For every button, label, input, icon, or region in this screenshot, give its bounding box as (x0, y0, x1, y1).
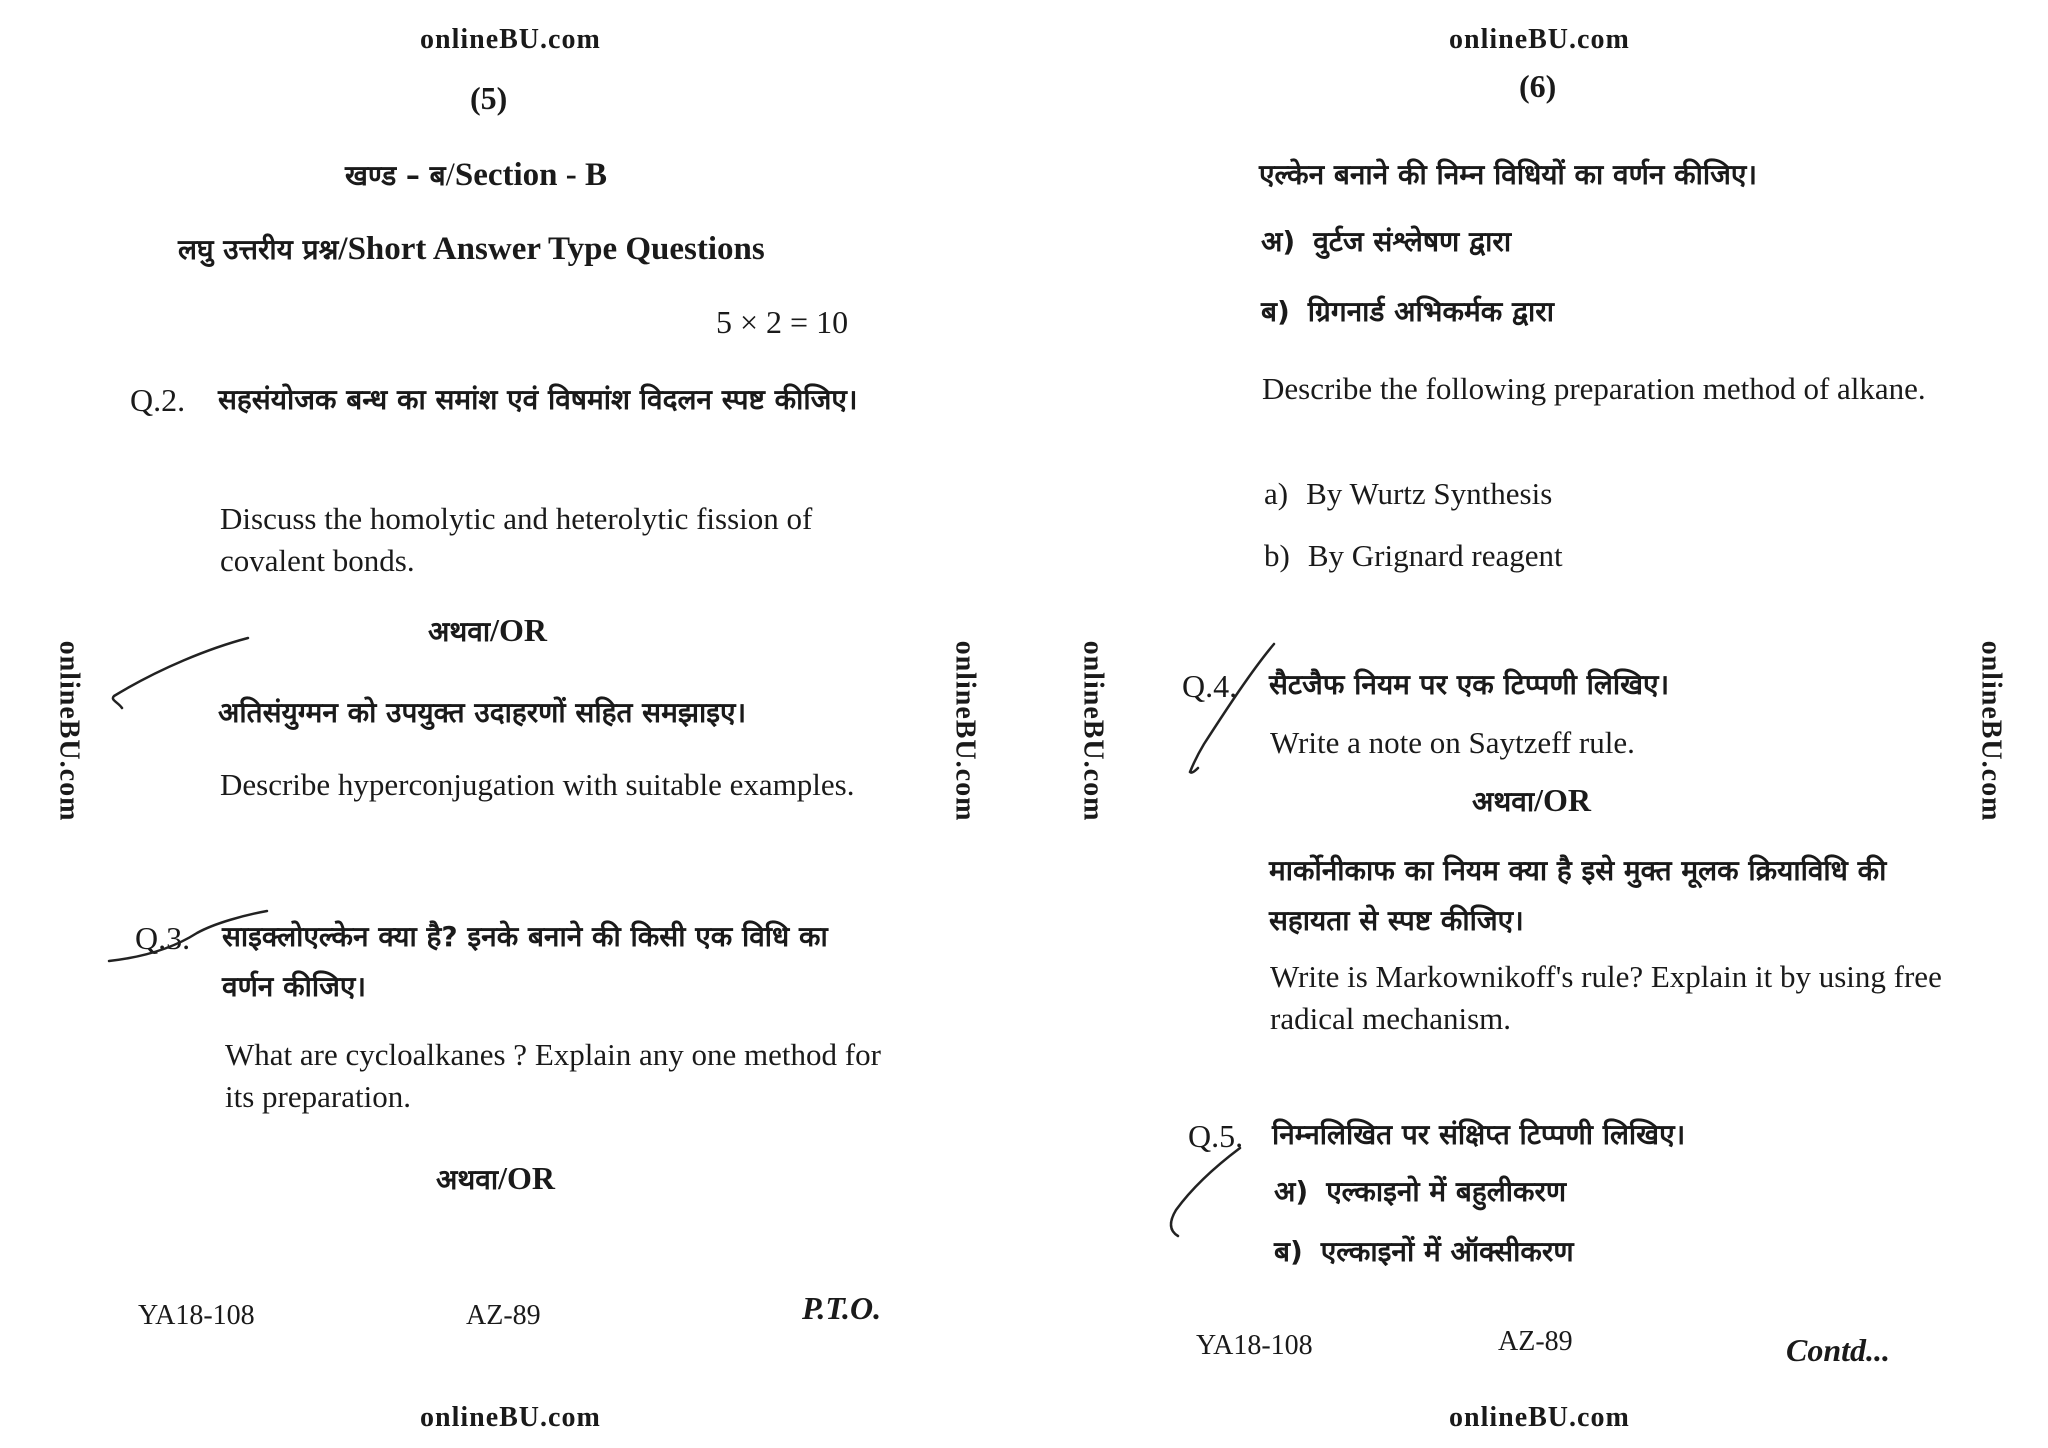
alternate-question-hindi: मार्कोनीकाफ का नियम क्या है इसे मुक्त मूलक क्रियाविधि की सहायता से स्पष्ट कीजिए। (1269, 854, 1887, 937)
pen-tick-mark (1144, 1140, 1254, 1250)
page-number: (5) (470, 80, 508, 116)
page-turn-note: P.T.O. (802, 1290, 882, 1326)
marks-scheme: 5 × 2 = 10 (716, 304, 849, 340)
question-type-hindi: लघु उत्तरीय प्रश्न (178, 233, 339, 266)
question-number: Q.5. (1188, 1118, 1244, 1154)
option-row: ब) एल्काइनों में ऑक्सीकरण (1274, 1235, 1574, 1268)
site-footer: onlineBU.com (1449, 1402, 1630, 1433)
intro-text-hindi: एल्केन बनाने की निम्न विधियों का वर्णन कीजिए। (1259, 158, 1758, 191)
side-watermark: onlineBU.com (1975, 640, 2007, 822)
alternate-question-hindi: अतिसंयुग्मन को उपयुक्त उदाहरणों सहित समझाइए। (218, 696, 747, 729)
alternate-question-english: Describe hyperconjugation with suitable examples. (220, 767, 855, 802)
section-title: खण्ड – ब/Section - B (345, 157, 608, 193)
alternate-question-english: Write is Markownikoff's rule? Explain it by using free radical mechanism. (1270, 959, 1942, 1036)
option-row: a) By Wurtz Synthesis (1264, 476, 1553, 511)
paper-code: YA18-108 (1196, 1330, 1313, 1361)
question-text-english: Discuss the homolytic and heterolytic fission of covalent bonds. (220, 501, 813, 578)
paper-id: AZ-89 (1498, 1326, 1573, 1357)
option-row: b) By Grignard reagent (1264, 538, 1563, 573)
paper-id: AZ-89 (466, 1300, 541, 1331)
page-number: (6) (1519, 68, 1557, 104)
section-title-hindi: खण्ड – ब (345, 159, 446, 192)
intro-text-english: Describe the following preparation method of alkane. (1262, 371, 1926, 406)
question-text-english: Write a note on Saytzeff rule. (1270, 725, 1635, 760)
question-type-title: लघु उत्तरीय प्रश्न/Short Answer Type Questions (178, 231, 765, 267)
pen-underline-mark (105, 905, 275, 975)
question-text-english: What are cycloalkanes ? Explain any one method for its preparation. (225, 1037, 881, 1114)
side-watermark: onlineBU.com (53, 640, 85, 822)
right-page (1024, 0, 2048, 1448)
option-row: ब) ग्रिगनार्ड अभिकर्मक द्वारा (1261, 295, 1555, 328)
side-watermark: onlineBU.com (1077, 640, 1109, 822)
question-text-hindi: सहसंयोजक बन्ध का समांश एवं विषमांश विदलन स्पष्ट कीजिए। (218, 383, 858, 416)
question-type-english: Short Answer Type Questions (347, 231, 765, 267)
section-title-english: Section - B (454, 157, 608, 193)
question-text-hindi: निम्नलिखित पर संक्षिप्त टिप्पणी लिखिए। (1272, 1118, 1686, 1151)
or-separator: अथवा/OR (428, 612, 547, 648)
question-number: Q.4. (1182, 668, 1238, 704)
side-watermark: onlineBU.com (949, 640, 981, 822)
site-header: onlineBU.com (420, 24, 601, 55)
option-row: अ) वुर्टज संश्लेषण द्वारा (1261, 225, 1512, 258)
question-text-hindi: सैटजैफ नियम पर एक टिप्पणी लिखिए। (1269, 668, 1670, 701)
pen-tick-mark (1182, 640, 1292, 780)
option-row: अ) एल्काइनो में बहुलीकरण (1274, 1175, 1567, 1208)
question-number: Q.2. (130, 382, 186, 418)
or-separator: अथवा/OR (1472, 782, 1591, 818)
page-turn-note: Contd... (1786, 1332, 1891, 1368)
site-footer: onlineBU.com (420, 1402, 601, 1433)
pen-tick-mark (100, 630, 260, 720)
site-header: onlineBU.com (1449, 24, 1630, 55)
question-text-hindi: साइक्लोएल्केन क्या है? इनके बनाने की किसी एक विधि का वर्णन कीजिए। (222, 920, 828, 1003)
or-separator: अथवा/OR (436, 1160, 555, 1196)
paper-code: YA18-108 (138, 1300, 255, 1331)
question-number: Q.3. (135, 920, 191, 956)
